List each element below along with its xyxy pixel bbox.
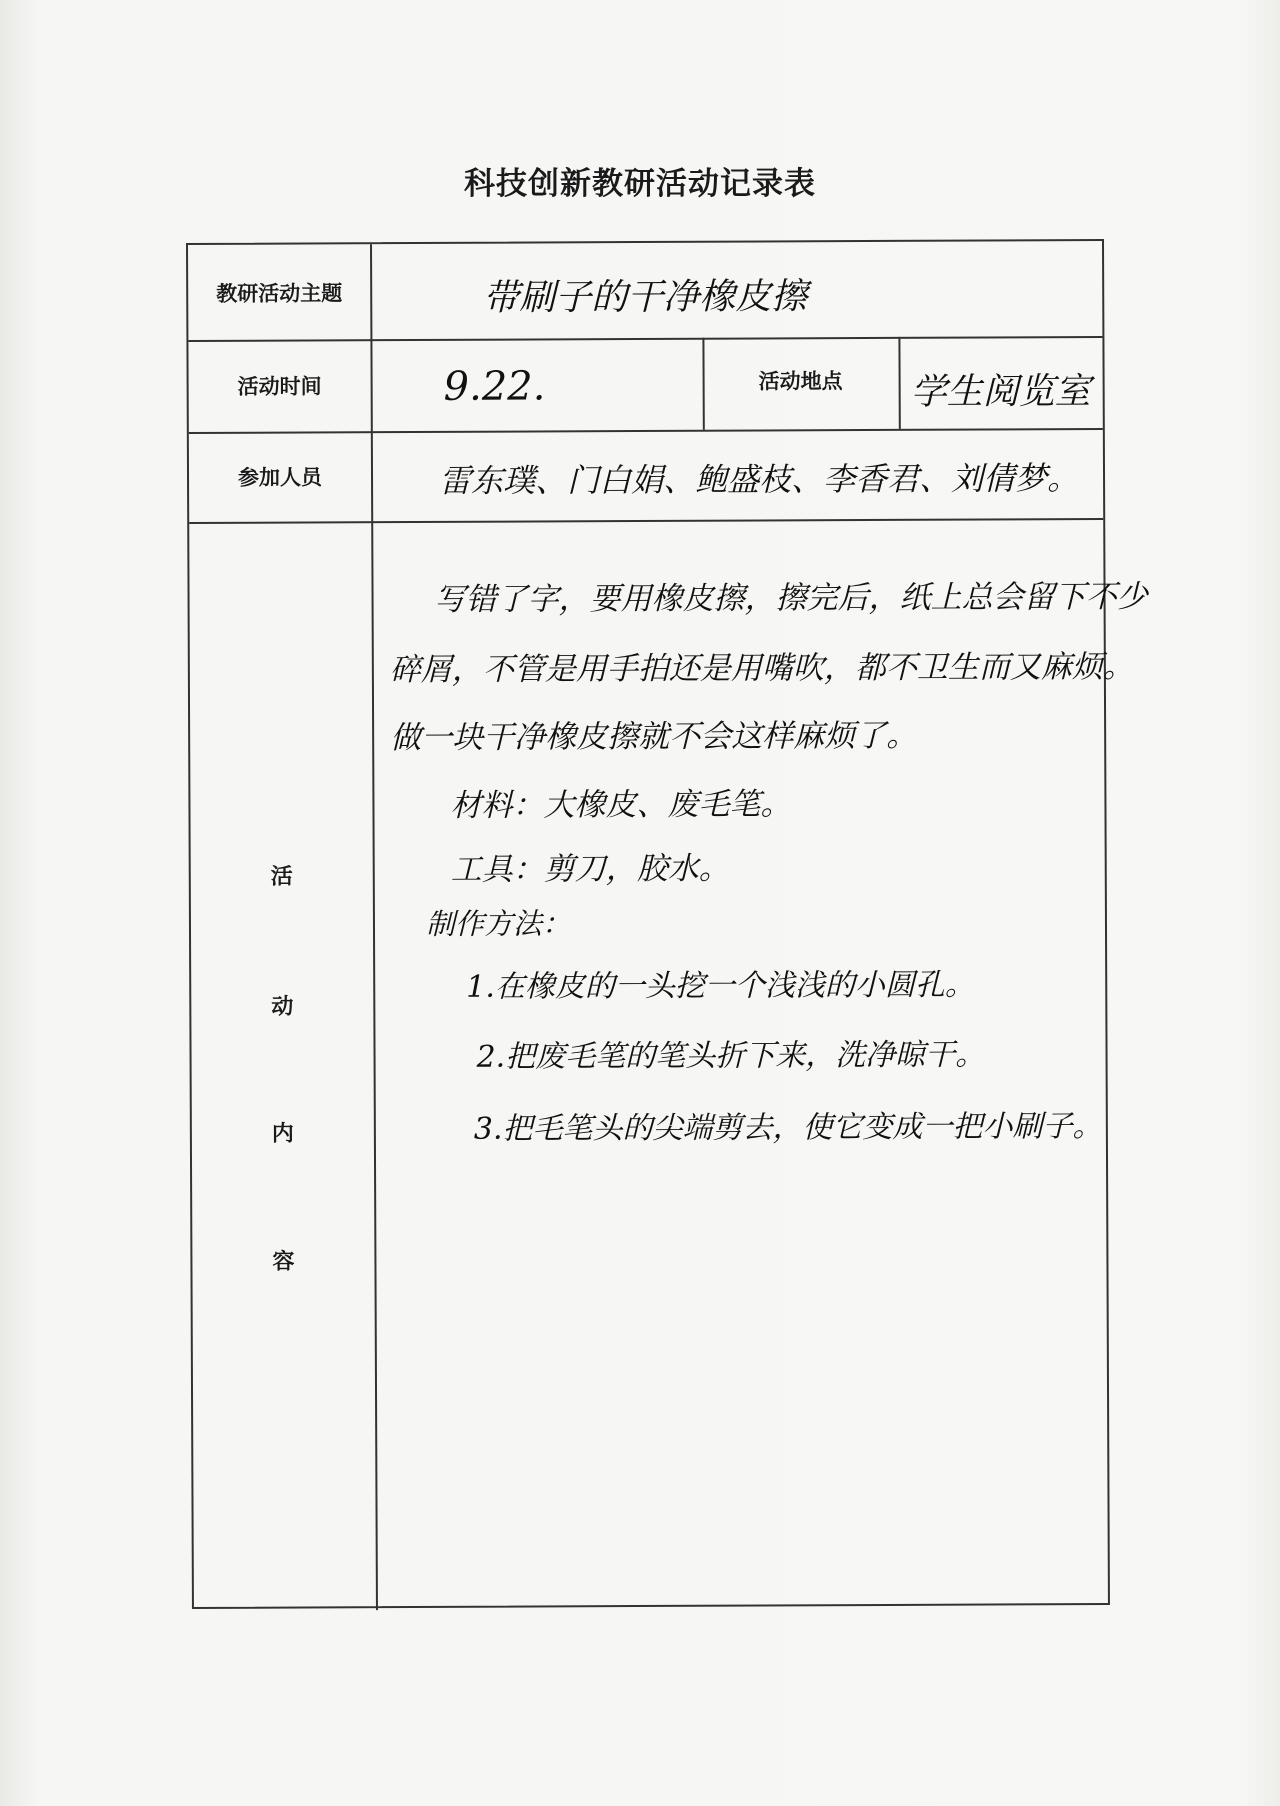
record-form-table bbox=[186, 239, 1148, 1609]
content-line: 制作方法： bbox=[425, 906, 572, 941]
content-line: 材料：大橡皮、废毛笔。 bbox=[450, 786, 792, 824]
content-line: 做一块干净橡皮擦就不会这样麻烦了。 bbox=[390, 717, 918, 757]
content-line: 工具：剪刀，胶水。 bbox=[450, 850, 730, 888]
document-title: 科技创新教研活动记录表 bbox=[464, 166, 816, 202]
participants-value: 雷东璞、门白娟、鲍盛枝、李香君、刘倩梦。 bbox=[438, 459, 1080, 500]
content-line: 碎屑，不管是用手拍还是用嘴吹，都不卫生而又麻烦。 bbox=[389, 648, 1134, 689]
participants-label: 参加人员 bbox=[237, 464, 323, 490]
content-line: 3.把毛笔头的尖端剪去，使它变成一把小刷子。 bbox=[473, 1109, 1103, 1147]
place-label: 活动地点 bbox=[758, 368, 843, 394]
label-column-divider bbox=[370, 244, 378, 1610]
content-line: 1.在橡皮的一头挖一个浅浅的小圆孔。 bbox=[466, 967, 975, 1005]
time-value: 9.22. bbox=[443, 363, 546, 410]
content-label-char: 容 bbox=[272, 1248, 295, 1275]
content-label-char: 动 bbox=[271, 993, 294, 1020]
time-label: 活动时间 bbox=[237, 373, 322, 399]
theme-value: 带刷子的干净橡皮擦 bbox=[483, 276, 808, 319]
content-label-char: 内 bbox=[271, 1120, 294, 1147]
content-label-char: 活 bbox=[270, 863, 293, 890]
cell-divider bbox=[898, 337, 900, 429]
content-line: 2.把废毛笔的笔头折下来，洗净晾干。 bbox=[476, 1037, 986, 1075]
place-value: 学生阅览室 bbox=[910, 371, 1091, 413]
theme-label: 教研活动主题 bbox=[216, 279, 343, 306]
content-line: 写错了字，要用橡皮擦，擦完后，纸上总会留下不少 bbox=[434, 578, 1148, 618]
